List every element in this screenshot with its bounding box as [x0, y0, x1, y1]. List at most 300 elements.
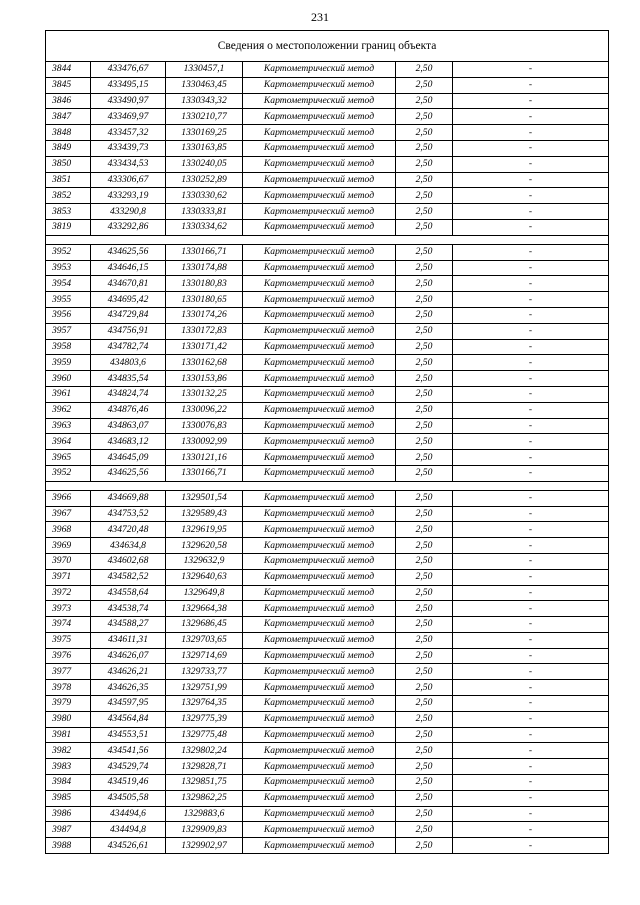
method-cell: Картометрический метод — [243, 759, 396, 775]
description-cell: - — [453, 632, 609, 648]
point-number-cell: 3984 — [46, 775, 91, 791]
table-row — [46, 355, 609, 371]
description-cell: - — [453, 109, 609, 125]
method-cell: Картометрический метод — [243, 450, 396, 466]
method-cell: Картометрический метод — [243, 632, 396, 648]
accuracy-cell: 2,50 — [396, 323, 453, 339]
description-cell: - — [453, 790, 609, 806]
table-row — [46, 632, 609, 648]
method-cell: Картометрический метод — [243, 490, 396, 506]
accuracy-cell: 2,50 — [396, 711, 453, 727]
method-cell: Картометрический метод — [243, 775, 396, 791]
point-number-cell: 3955 — [46, 292, 91, 308]
x-coordinate-cell: 434564,84 — [91, 711, 166, 727]
table-row — [46, 434, 609, 450]
description-cell: - — [453, 664, 609, 680]
table-row — [46, 585, 609, 601]
table-row — [46, 125, 609, 141]
point-number-cell: 3963 — [46, 418, 91, 434]
method-cell: Картометрический метод — [243, 204, 396, 220]
x-coordinate-cell: 434553,51 — [91, 727, 166, 743]
x-coordinate-cell: 433293,19 — [91, 188, 166, 204]
table-row — [46, 601, 609, 617]
y-coordinate-cell: 1329802,24 — [166, 743, 243, 759]
accuracy-cell: 2,50 — [396, 204, 453, 220]
table-row — [46, 838, 609, 854]
y-coordinate-cell: 1329733,77 — [166, 664, 243, 680]
accuracy-cell: 2,50 — [396, 680, 453, 696]
table-title: Сведения о местоположении границ объекта — [46, 31, 609, 62]
x-coordinate-cell: 434494,6 — [91, 806, 166, 822]
x-coordinate-cell: 434538,74 — [91, 601, 166, 617]
description-cell: - — [453, 323, 609, 339]
accuracy-cell: 2,50 — [396, 156, 453, 172]
table-row — [46, 553, 609, 569]
method-cell: Картометрический метод — [243, 506, 396, 522]
y-coordinate-cell: 1330169,25 — [166, 125, 243, 141]
point-number-cell: 3981 — [46, 727, 91, 743]
description-cell: - — [453, 727, 609, 743]
x-coordinate-cell: 434541,56 — [91, 743, 166, 759]
table-row — [46, 93, 609, 109]
description-cell: - — [453, 307, 609, 323]
table-row — [46, 371, 609, 387]
x-coordinate-cell: 434756,91 — [91, 323, 166, 339]
description-cell: - — [453, 276, 609, 292]
point-number-cell: 3972 — [46, 585, 91, 601]
method-cell: Картометрический метод — [243, 822, 396, 838]
table-row — [46, 538, 609, 554]
accuracy-cell: 2,50 — [396, 260, 453, 276]
table-row — [46, 648, 609, 664]
x-coordinate-cell: 434803,6 — [91, 355, 166, 371]
section-spacer-cell — [46, 235, 609, 244]
x-coordinate-cell: 434669,88 — [91, 490, 166, 506]
point-number-cell: 3819 — [46, 219, 91, 235]
method-cell: Картометрический метод — [243, 386, 396, 402]
accuracy-cell: 2,50 — [396, 188, 453, 204]
table-row — [46, 402, 609, 418]
point-number-cell: 3974 — [46, 617, 91, 633]
x-coordinate-cell: 434626,35 — [91, 680, 166, 696]
description-cell: - — [453, 806, 609, 822]
description-cell: - — [453, 553, 609, 569]
table-row — [46, 244, 609, 260]
x-coordinate-cell: 433306,67 — [91, 172, 166, 188]
y-coordinate-cell: 1330174,26 — [166, 307, 243, 323]
point-number-cell: 3956 — [46, 307, 91, 323]
point-number-cell: 3853 — [46, 204, 91, 220]
y-coordinate-cell: 1330174,88 — [166, 260, 243, 276]
point-number-cell: 3971 — [46, 569, 91, 585]
x-coordinate-cell: 434519,46 — [91, 775, 166, 791]
x-coordinate-cell: 433434,53 — [91, 156, 166, 172]
table-row — [46, 109, 609, 125]
boundary-table-container — [45, 30, 608, 854]
y-coordinate-cell: 1330252,89 — [166, 172, 243, 188]
section-spacer-row — [46, 481, 609, 490]
x-coordinate-cell: 434720,48 — [91, 522, 166, 538]
method-cell: Картометрический метод — [243, 402, 396, 418]
description-cell: - — [453, 711, 609, 727]
accuracy-cell: 2,50 — [396, 355, 453, 371]
point-number-cell: 3845 — [46, 77, 91, 93]
table-row — [46, 386, 609, 402]
table-row — [46, 156, 609, 172]
table-row — [46, 465, 609, 481]
point-number-cell: 3979 — [46, 696, 91, 712]
point-number-cell: 3953 — [46, 260, 91, 276]
accuracy-cell: 2,50 — [396, 339, 453, 355]
y-coordinate-cell: 1329619,95 — [166, 522, 243, 538]
x-coordinate-cell: 434625,56 — [91, 465, 166, 481]
accuracy-cell: 2,50 — [396, 632, 453, 648]
accuracy-cell: 2,50 — [396, 465, 453, 481]
point-number-cell: 3976 — [46, 648, 91, 664]
method-cell: Картометрический метод — [243, 140, 396, 156]
y-coordinate-cell: 1330132,25 — [166, 386, 243, 402]
method-cell: Картометрический метод — [243, 260, 396, 276]
point-number-cell: 3848 — [46, 125, 91, 141]
accuracy-cell: 2,50 — [396, 172, 453, 188]
y-coordinate-cell: 1329751,99 — [166, 680, 243, 696]
y-coordinate-cell: 1330096,22 — [166, 402, 243, 418]
table-row — [46, 617, 609, 633]
y-coordinate-cell: 1329828,71 — [166, 759, 243, 775]
y-coordinate-cell: 1329909,83 — [166, 822, 243, 838]
method-cell: Картометрический метод — [243, 617, 396, 633]
accuracy-cell: 2,50 — [396, 292, 453, 308]
point-number-cell: 3985 — [46, 790, 91, 806]
accuracy-cell: 2,50 — [396, 62, 453, 78]
method-cell: Картометрический метод — [243, 727, 396, 743]
method-cell: Картометрический метод — [243, 569, 396, 585]
description-cell: - — [453, 402, 609, 418]
y-coordinate-cell: 1330076,83 — [166, 418, 243, 434]
x-coordinate-cell: 434597,95 — [91, 696, 166, 712]
accuracy-cell: 2,50 — [396, 553, 453, 569]
x-coordinate-cell: 434729,84 — [91, 307, 166, 323]
x-coordinate-cell: 434505,58 — [91, 790, 166, 806]
y-coordinate-cell: 1330153,86 — [166, 371, 243, 387]
method-cell: Картометрический метод — [243, 276, 396, 292]
y-coordinate-cell: 1329649,8 — [166, 585, 243, 601]
table-row — [46, 664, 609, 680]
table-row — [46, 775, 609, 791]
y-coordinate-cell: 1330092,99 — [166, 434, 243, 450]
description-cell: - — [453, 601, 609, 617]
point-number-cell: 3977 — [46, 664, 91, 680]
description-cell: - — [453, 569, 609, 585]
table-row — [46, 172, 609, 188]
method-cell: Картометрический метод — [243, 465, 396, 481]
method-cell: Картометрический метод — [243, 680, 396, 696]
description-cell: - — [453, 696, 609, 712]
table-row — [46, 822, 609, 838]
description-cell: - — [453, 260, 609, 276]
accuracy-cell: 2,50 — [396, 696, 453, 712]
point-number-cell: 3980 — [46, 711, 91, 727]
method-cell: Картометрический метод — [243, 648, 396, 664]
section-spacer-row — [46, 235, 609, 244]
x-coordinate-cell: 434646,15 — [91, 260, 166, 276]
point-number-cell: 3973 — [46, 601, 91, 617]
x-coordinate-cell: 434645,09 — [91, 450, 166, 466]
y-coordinate-cell: 1329703,65 — [166, 632, 243, 648]
point-number-cell: 3849 — [46, 140, 91, 156]
table-row — [46, 522, 609, 538]
method-cell: Картометрический метод — [243, 188, 396, 204]
description-cell: - — [453, 204, 609, 220]
method-cell: Картометрический метод — [243, 77, 396, 93]
description-cell: - — [453, 538, 609, 554]
point-number-cell: 3965 — [46, 450, 91, 466]
x-coordinate-cell: 434611,31 — [91, 632, 166, 648]
y-coordinate-cell: 1330333,81 — [166, 204, 243, 220]
x-coordinate-cell: 434670,81 — [91, 276, 166, 292]
table-row — [46, 323, 609, 339]
description-cell: - — [453, 522, 609, 538]
x-coordinate-cell: 434753,52 — [91, 506, 166, 522]
table-row — [46, 260, 609, 276]
point-number-cell: 3846 — [46, 93, 91, 109]
y-coordinate-cell: 1329851,75 — [166, 775, 243, 791]
method-cell: Картометрический метод — [243, 109, 396, 125]
point-number-cell: 3978 — [46, 680, 91, 696]
description-cell: - — [453, 434, 609, 450]
point-number-cell: 3983 — [46, 759, 91, 775]
method-cell: Картометрический метод — [243, 711, 396, 727]
accuracy-cell: 2,50 — [396, 219, 453, 235]
point-number-cell: 3988 — [46, 838, 91, 854]
y-coordinate-cell: 1329632,9 — [166, 553, 243, 569]
x-coordinate-cell: 433476,67 — [91, 62, 166, 78]
accuracy-cell: 2,50 — [396, 244, 453, 260]
point-number-cell: 3962 — [46, 402, 91, 418]
x-coordinate-cell: 434683,12 — [91, 434, 166, 450]
table-row — [46, 307, 609, 323]
point-number-cell: 3954 — [46, 276, 91, 292]
method-cell: Картометрический метод — [243, 244, 396, 260]
table-header-row — [46, 31, 609, 62]
accuracy-cell: 2,50 — [396, 806, 453, 822]
method-cell: Картометрический метод — [243, 172, 396, 188]
description-cell: - — [453, 371, 609, 387]
table-row — [46, 188, 609, 204]
accuracy-cell: 2,50 — [396, 450, 453, 466]
description-cell: - — [453, 617, 609, 633]
table-row — [46, 418, 609, 434]
accuracy-cell: 2,50 — [396, 109, 453, 125]
description-cell: - — [453, 775, 609, 791]
accuracy-cell: 2,50 — [396, 402, 453, 418]
x-coordinate-cell: 433292,86 — [91, 219, 166, 235]
x-coordinate-cell: 433290,8 — [91, 204, 166, 220]
x-coordinate-cell: 433457,32 — [91, 125, 166, 141]
x-coordinate-cell: 434695,42 — [91, 292, 166, 308]
y-coordinate-cell: 1330172,83 — [166, 323, 243, 339]
description-cell: - — [453, 585, 609, 601]
accuracy-cell: 2,50 — [396, 743, 453, 759]
table-row — [46, 276, 609, 292]
method-cell: Картометрический метод — [243, 790, 396, 806]
accuracy-cell: 2,50 — [396, 664, 453, 680]
method-cell: Картометрический метод — [243, 339, 396, 355]
y-coordinate-cell: 1329764,35 — [166, 696, 243, 712]
method-cell: Картометрический метод — [243, 292, 396, 308]
description-cell: - — [453, 506, 609, 522]
y-coordinate-cell: 1330457,1 — [166, 62, 243, 78]
x-coordinate-cell: 434526,61 — [91, 838, 166, 854]
method-cell: Картометрический метод — [243, 371, 396, 387]
x-coordinate-cell: 434626,21 — [91, 664, 166, 680]
description-cell: - — [453, 93, 609, 109]
x-coordinate-cell: 433469,97 — [91, 109, 166, 125]
y-coordinate-cell: 1329620,58 — [166, 538, 243, 554]
point-number-cell: 3967 — [46, 506, 91, 522]
accuracy-cell: 2,50 — [396, 140, 453, 156]
table-row — [46, 711, 609, 727]
method-cell: Картометрический метод — [243, 538, 396, 554]
method-cell: Картометрический метод — [243, 125, 396, 141]
table-row — [46, 339, 609, 355]
method-cell: Картометрический метод — [243, 806, 396, 822]
y-coordinate-cell: 1330334,62 — [166, 219, 243, 235]
x-coordinate-cell: 434863,07 — [91, 418, 166, 434]
description-cell: - — [453, 648, 609, 664]
table-row — [46, 77, 609, 93]
table-row — [46, 806, 609, 822]
y-coordinate-cell: 1329686,45 — [166, 617, 243, 633]
description-cell: - — [453, 838, 609, 854]
table-row — [46, 292, 609, 308]
description-cell: - — [453, 355, 609, 371]
x-coordinate-cell: 433495,15 — [91, 77, 166, 93]
x-coordinate-cell: 434588,27 — [91, 617, 166, 633]
point-number-cell: 3986 — [46, 806, 91, 822]
y-coordinate-cell: 1329640,63 — [166, 569, 243, 585]
table-row — [46, 680, 609, 696]
x-coordinate-cell: 434634,8 — [91, 538, 166, 554]
method-cell: Картометрический метод — [243, 601, 396, 617]
accuracy-cell: 2,50 — [396, 822, 453, 838]
method-cell: Картометрический метод — [243, 664, 396, 680]
y-coordinate-cell: 1330180,83 — [166, 276, 243, 292]
accuracy-cell: 2,50 — [396, 522, 453, 538]
point-number-cell: 3852 — [46, 188, 91, 204]
x-coordinate-cell: 434602,68 — [91, 553, 166, 569]
x-coordinate-cell: 434494,8 — [91, 822, 166, 838]
point-number-cell: 3982 — [46, 743, 91, 759]
y-coordinate-cell: 1330163,85 — [166, 140, 243, 156]
method-cell: Картометрический метод — [243, 355, 396, 371]
description-cell: - — [453, 172, 609, 188]
accuracy-cell: 2,50 — [396, 775, 453, 791]
point-number-cell: 3966 — [46, 490, 91, 506]
method-cell: Картометрический метод — [243, 743, 396, 759]
point-number-cell: 3987 — [46, 822, 91, 838]
y-coordinate-cell: 1329714,69 — [166, 648, 243, 664]
y-coordinate-cell: 1330343,32 — [166, 93, 243, 109]
method-cell: Картометрический метод — [243, 307, 396, 323]
y-coordinate-cell: 1330121,16 — [166, 450, 243, 466]
method-cell: Картометрический метод — [243, 696, 396, 712]
point-number-cell: 3964 — [46, 434, 91, 450]
accuracy-cell: 2,50 — [396, 386, 453, 402]
table-row — [46, 204, 609, 220]
y-coordinate-cell: 1329862,25 — [166, 790, 243, 806]
point-number-cell: 3952 — [46, 244, 91, 260]
point-number-cell: 3851 — [46, 172, 91, 188]
description-cell: - — [453, 490, 609, 506]
y-coordinate-cell: 1329902,97 — [166, 838, 243, 854]
description-cell: - — [453, 140, 609, 156]
method-cell: Картометрический метод — [243, 553, 396, 569]
accuracy-cell: 2,50 — [396, 418, 453, 434]
description-cell: - — [453, 450, 609, 466]
point-number-cell: 3959 — [46, 355, 91, 371]
description-cell: - — [453, 219, 609, 235]
table-row — [46, 62, 609, 78]
point-number-cell: 3961 — [46, 386, 91, 402]
y-coordinate-cell: 1330463,45 — [166, 77, 243, 93]
description-cell: - — [453, 743, 609, 759]
description-cell: - — [453, 62, 609, 78]
accuracy-cell: 2,50 — [396, 490, 453, 506]
accuracy-cell: 2,50 — [396, 838, 453, 854]
description-cell: - — [453, 418, 609, 434]
method-cell: Картометрический метод — [243, 156, 396, 172]
table-row — [46, 219, 609, 235]
point-number-cell: 3970 — [46, 553, 91, 569]
point-number-cell: 3952 — [46, 465, 91, 481]
description-cell: - — [453, 339, 609, 355]
method-cell: Картометрический метод — [243, 62, 396, 78]
page-number: 231 — [311, 10, 329, 24]
y-coordinate-cell: 1330210,77 — [166, 109, 243, 125]
table-row — [46, 727, 609, 743]
accuracy-cell: 2,50 — [396, 538, 453, 554]
section-spacer-cell — [46, 481, 609, 490]
y-coordinate-cell: 1330240,05 — [166, 156, 243, 172]
y-coordinate-cell: 1330166,71 — [166, 244, 243, 260]
method-cell: Картометрический метод — [243, 93, 396, 109]
table-row — [46, 450, 609, 466]
table-row — [46, 790, 609, 806]
method-cell: Картометрический метод — [243, 434, 396, 450]
accuracy-cell: 2,50 — [396, 371, 453, 387]
accuracy-cell: 2,50 — [396, 727, 453, 743]
y-coordinate-cell: 1329775,48 — [166, 727, 243, 743]
x-coordinate-cell: 434626,07 — [91, 648, 166, 664]
x-coordinate-cell: 433490,97 — [91, 93, 166, 109]
y-coordinate-cell: 1330171,42 — [166, 339, 243, 355]
accuracy-cell: 2,50 — [396, 759, 453, 775]
description-cell: - — [453, 759, 609, 775]
description-cell: - — [453, 680, 609, 696]
y-coordinate-cell: 1330162,68 — [166, 355, 243, 371]
y-coordinate-cell: 1329883,6 — [166, 806, 243, 822]
method-cell: Картометрический метод — [243, 219, 396, 235]
table-row — [46, 696, 609, 712]
accuracy-cell: 2,50 — [396, 601, 453, 617]
accuracy-cell: 2,50 — [396, 617, 453, 633]
description-cell: - — [453, 156, 609, 172]
x-coordinate-cell: 434782,74 — [91, 339, 166, 355]
y-coordinate-cell: 1329589,43 — [166, 506, 243, 522]
x-coordinate-cell: 433439,73 — [91, 140, 166, 156]
description-cell: - — [453, 125, 609, 141]
